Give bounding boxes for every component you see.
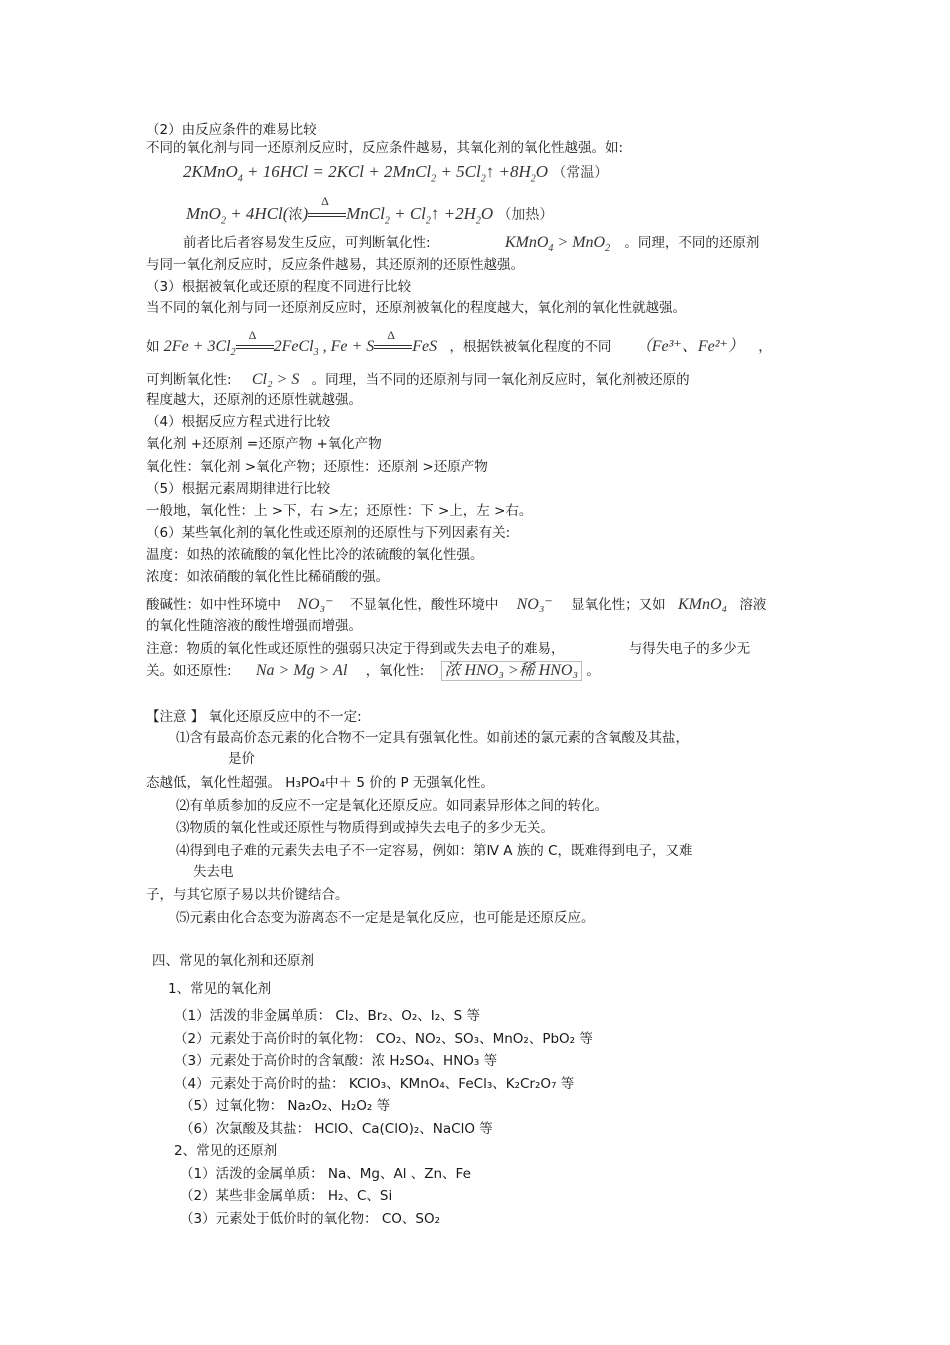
note-4: ⑷得到电子难的元素失去电子不一定容易，例如：第Ⅳ A 族的 C，既难得到电子，又难	[176, 843, 693, 859]
section-4-heading: （4）根据反应方程式进行比较	[146, 414, 331, 430]
reductant-item: （2）某些非金属单质： H₂、C、Si	[180, 1188, 393, 1204]
section-2-conclusion-cont: 与同一氧化剂反应时，反应条件越易，其还原剂的还原性越强。	[146, 257, 524, 273]
section-6-heading: （6）某些氧化剂的氧化性或还原剂的还原性与下列因素有关:	[146, 525, 511, 541]
formula-kmno4: KMnO₄	[677, 596, 728, 613]
formula-fe-ions: （Fe³⁺、Fe²⁺）	[635, 338, 744, 355]
heat-arrow: Δ	[308, 208, 346, 222]
reductants-title: 2、常见的还原剂	[174, 1143, 278, 1159]
section-5-heading: （5）根据元素周期律进行比较	[146, 481, 331, 497]
oxidant-item: （4）元素处于高价时的盐： KClO₃、KMnO₄、FeCl₃、K₂Cr₂O₇ 等	[174, 1076, 575, 1092]
section-3-heading: （3）根据被氧化或还原的程度不同进行比较	[146, 279, 412, 295]
formula-reducibility: Na > Mg > Al	[255, 662, 348, 679]
equation-kmno4-hcl: 2KMnO$_4$ + 16HCl = 2KCl + 2MnCl$_2$ + $5Cl_2↑ +8H_2O$ （常温）	[183, 162, 609, 185]
oxidant-item: （2）元素处于高价时的氧化物： CO₂、NO₂、SO₃、MnO₂、PbO₂ 等	[174, 1031, 593, 1047]
formula-no3: NO₃⁻	[297, 596, 334, 613]
reductant-item: （3）元素处于低价时的氧化物： CO、SO₂	[180, 1211, 441, 1227]
equation-condition-heat: （加热）	[497, 207, 554, 223]
section-4-line-1: 氧化剂 +还原剂 =还原产物 +氧化产物	[146, 436, 382, 452]
note-5: ⑸元素由化合态变为游离态不一定是是氧化反应，也可能是还原反应。	[176, 910, 595, 926]
oxidant-item: （3）元素处于高价时的含氧酸：浓 H₂SO₄、HNO₃ 等	[174, 1053, 498, 1069]
equation-fe-cl2: $2Fe + 3Cl_2$ Δ 2FeCl$_3$ , Fe + S Δ FeS	[163, 328, 438, 359]
section-6-concentration: 浓度：如浓硝酸的氧化性比稀硝酸的强。	[146, 569, 389, 585]
note-1-wrap: 是价	[228, 751, 255, 767]
section-four-title: 四、常见的氧化剂和还原剂	[152, 953, 314, 969]
note-2: ⑵有单质参加的反应不一定是氧化还原反应。如同素异形体之间的转化。	[176, 798, 608, 814]
section-2-conclusion: 前者比后者容易发生反应，可判断氧化性: KMnO$_4$ > MnO$_2$ 。同理，不同的还原剂	[183, 234, 759, 258]
section-3-example-line: 如 $2Fe + 3Cl_2$ Δ 2FeCl$_3$ , Fe + S Δ FeS ，根据铁被氧化程度的不同 （Fe³⁺、Fe²⁺） ，	[146, 338, 772, 362]
section-4-line-2: 氧化性：氧化剂 >氧化产物；还原性：还原剂 >还原产物	[146, 459, 488, 475]
equation-condition-room-temp: （常温）	[552, 165, 609, 181]
oxidant-item: （5）过氧化物： Na₂O₂、H₂O₂ 等	[180, 1098, 391, 1114]
note-4-wrap: 失去电	[193, 864, 234, 880]
section-6-note-cont: 关。如还原性: Na > Mg > Al ，氧化性: 浓 HNO₃ >稀 HNO₃ 。	[146, 662, 600, 679]
note-1: ⑴含有最高价态元素的化合物不一定具有强氧化性。如前述的氯元素的含氧酸及其盐，	[176, 730, 689, 746]
note-3: ⑶物质的氧化性或还原性与物质得到或掉失去电子的多少无关。	[176, 820, 554, 836]
section-3-judge: 可判断氧化性: Cl₂ > S 。同理，当不同的还原剂与同一氧化剂反应时，氧化剂被还原的	[146, 371, 690, 388]
section-3-intro: 当不同的氧化剂与同一还原剂反应时，还原剂被氧化的程度越大，氧化剂的氧化性就越强。	[146, 300, 686, 316]
formula-no3-acid: NO₃⁻	[516, 596, 553, 613]
section-6-acidity: 酸碱性：如中性环境中 NO₃⁻ 不显氧化性，酸性环境中 NO₃⁻ 显氧化性；又如 KMnO₄ 溶液	[146, 596, 767, 613]
section-5-line-1: 一般地，氧化性：上 >下，右 >左；还原性：下 >上，左 >右。	[146, 503, 533, 519]
section-3-tail: 程度越大，还原剂的还原性就越强。	[146, 392, 362, 408]
section-6-temperature: 温度：如热的浓硫酸的氧化性比冷的浓硫酸的氧化性强。	[146, 547, 484, 563]
conc-label: 浓	[288, 207, 303, 223]
section-6-note: 注意：物质的氧化性或还原性的强弱只决定于得到或失去电子的难易， 与得失电子的多少无	[146, 641, 751, 657]
formula-cl2-gt-s: Cl₂ > S	[251, 371, 300, 388]
section-2-intro: 不同的氧化剂与同一还原剂反应时，反应条件越易，其氧化剂的氧化性越强。如:	[146, 140, 624, 156]
oxidants-title: 1、常见的氧化剂	[168, 981, 272, 997]
formula-oxidizability: 浓 HNO₃ >稀 HNO₃	[441, 661, 583, 681]
oxidant-item: （6）次氯酸及其盐： HClO、Ca(ClO)₂、NaClO 等	[180, 1121, 493, 1137]
equation-mno2-hcl: MnO$_2$ + 4HCl(浓) Δ MnCl$_2$ + $Cl_2↑ +2H_2O$ （加热）	[186, 194, 554, 227]
note-1-cont: 态越低，氧化性超强。 H₃PO₄中＋ 5 价的 P 无强氧化性。	[146, 775, 494, 791]
note-4-cont: 子，与其它原子易以共价键结合。	[146, 887, 349, 903]
reductant-item: （1）活泼的金属单质： Na、Mg、Al 、Zn、Fe	[180, 1166, 471, 1182]
oxidant-item: （1）活泼的非金属单质： Cl₂、Br₂、O₂、I₂、S 等	[174, 1008, 480, 1024]
section-6-acidity-cont: 的氧化性随溶液的酸性增强而增强。	[146, 618, 362, 634]
formula-kmno4-gt-mno2: KMnO$_4$ > MnO$_2$	[504, 234, 611, 255]
notes-title: 【注意 】 氧化还原反应中的不一定:	[146, 709, 362, 725]
section-2-heading: （2）由反应条件的难易比较	[146, 122, 317, 138]
